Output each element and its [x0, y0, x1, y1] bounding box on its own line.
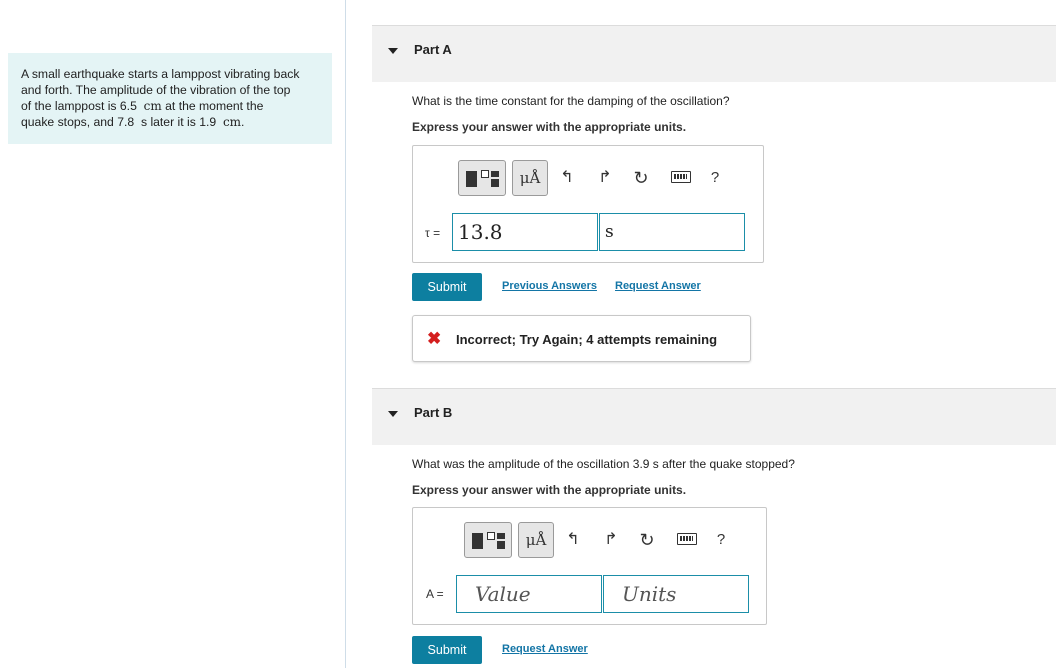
- part-a-question: What is the time constant for the damping of the oscillation?: [412, 94, 730, 108]
- part-b-title: Part B: [414, 405, 453, 420]
- problem-text: at the moment the: [165, 99, 264, 113]
- template-icon: [491, 171, 499, 177]
- templates-button[interactable]: [458, 160, 506, 196]
- part-b-question: What was the amplitude of the oscillation 3.9 s after the quake stopped?: [412, 457, 795, 471]
- redo-icon[interactable]: ↱: [598, 169, 612, 186]
- units-button[interactable]: μÅ: [512, 160, 548, 196]
- unit-s: s: [140, 115, 148, 129]
- keyboard-icon[interactable]: [671, 171, 691, 183]
- problem-text: quake stops, and 7.8: [21, 115, 135, 129]
- feedback-text: Incorrect; Try Again; 4 attempts remaining: [456, 332, 718, 347]
- collapse-caret-icon[interactable]: [388, 48, 398, 54]
- part-b-request-answer-link[interactable]: Request Answer: [502, 643, 588, 655]
- problem-text: later it is 1.9: [150, 115, 217, 129]
- undo-icon[interactable]: ↰: [566, 531, 580, 548]
- template-icon: [481, 170, 489, 178]
- incorrect-x-icon: ✖: [427, 329, 442, 348]
- problem-text: .: [241, 115, 245, 129]
- problem-line-3: [21, 98, 320, 114]
- problem-line-2: and forth. The amplitude of the vibration of the top: [21, 83, 291, 97]
- help-icon[interactable]: ?: [710, 169, 720, 186]
- value-input[interactable]: Value: [456, 575, 602, 613]
- part-b-submit-button[interactable]: Submit: [412, 636, 482, 664]
- left-pane: [0, 0, 346, 668]
- template-icon: [491, 179, 499, 187]
- template-icon: [497, 533, 505, 539]
- part-a-answer-box: [412, 145, 764, 263]
- units-input[interactable]: Units: [603, 575, 749, 613]
- variable-label: τ =: [425, 226, 441, 240]
- template-icon: [487, 532, 495, 540]
- problem-text: of the lamppost is 6.5: [21, 99, 137, 113]
- part-a-header[interactable]: [372, 25, 1056, 82]
- reset-icon[interactable]: ↻: [639, 530, 655, 550]
- part-b-header[interactable]: [372, 388, 1056, 445]
- redo-icon[interactable]: ↱: [604, 531, 618, 548]
- part-b-instruction: Express your answer with the appropriate units.: [412, 483, 687, 497]
- feedback-box: [412, 315, 751, 362]
- templates-button[interactable]: [464, 522, 512, 558]
- collapse-caret-icon[interactable]: [388, 411, 398, 417]
- template-icon: [497, 541, 505, 549]
- template-icon: [472, 533, 483, 549]
- part-a-title: Part A: [414, 42, 452, 57]
- part-a-submit-button[interactable]: Submit: [412, 273, 482, 301]
- units-input[interactable]: s: [599, 213, 745, 251]
- part-a-request-answer-link[interactable]: Request Answer: [615, 280, 701, 292]
- math-toolbar: [464, 522, 734, 558]
- undo-icon[interactable]: ↰: [560, 169, 574, 186]
- unit-cm: cm: [222, 115, 242, 129]
- problem-line-4: [21, 114, 320, 130]
- math-toolbar: [458, 160, 728, 196]
- reset-icon[interactable]: ↻: [633, 168, 649, 188]
- right-pane: [346, 0, 1056, 668]
- value-input[interactable]: 13.8: [452, 213, 598, 251]
- part-a-instruction: Express your answer with the appropriate units.: [412, 120, 687, 134]
- template-icon: [466, 171, 477, 187]
- problem-statement: [8, 53, 332, 144]
- previous-answers-link[interactable]: Previous Answers: [502, 280, 597, 292]
- help-icon[interactable]: ?: [716, 531, 726, 548]
- keyboard-icon[interactable]: [677, 533, 697, 545]
- unit-cm: cm: [143, 99, 162, 113]
- problem-line-1: A small earthquake starts a lamppost vibrating back: [21, 67, 300, 81]
- part-b-answer-box: [412, 507, 767, 625]
- variable-label: A =: [426, 587, 444, 601]
- units-button[interactable]: μÅ: [518, 522, 554, 558]
